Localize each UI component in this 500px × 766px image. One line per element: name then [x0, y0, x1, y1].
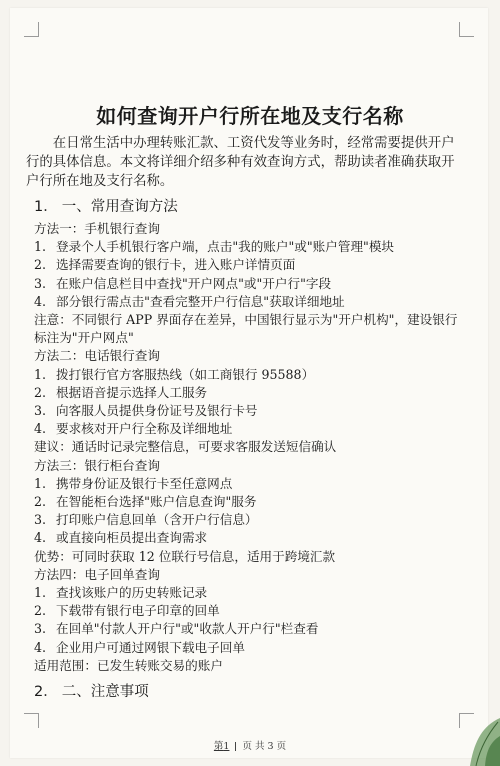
- list-item: 4. 要求核对开户行全称及详细地址: [34, 421, 233, 437]
- method-heading: 方法一：手机银行查询: [34, 221, 160, 236]
- method-note: 注意：不同银行 APP 界面存在差异，中国银行显示为"开户机构"，建设银行标注为"开户网点": [34, 312, 458, 346]
- intro-paragraph: 在日常生活中办理转账汇款、工资代发等业务时，经常需要提供开户行的具体信息。本文将详细介绍多种有效查询方式，帮助读者准确获取开户行所在地及支行名称。: [26, 136, 455, 189]
- page-title: 如何查询开户行所在地及支行名称: [96, 104, 404, 128]
- crop-mark-bottom-left: [24, 713, 39, 728]
- list-item: 2. 根据语音提示选择人工服务: [34, 384, 208, 400]
- list-item: 4. 或直接向柜员提出查询需求: [34, 530, 208, 546]
- method-note: 建议：通话时记录完整信息，可要求客服发送短信确认: [34, 439, 337, 455]
- section-heading-notes: [34, 681, 460, 705]
- method-heading: 方法四：电子回单查询: [34, 566, 160, 582]
- page-prefix: 第: [213, 741, 224, 752]
- list-item: 3. 在账户信息栏目中查找"开户网点"或"开户行"字段: [34, 275, 332, 291]
- crop-mark-top-left: [24, 22, 39, 37]
- method-heading: 方法二：电话银行查询: [34, 348, 160, 364]
- leaf-decoration-icon: [430, 696, 500, 766]
- list-item: 4. 企业用户可通过网银下载电子回单: [34, 639, 245, 655]
- list-item: 3. 在回单"付款人开户行"或"收款人开户行"栏查看: [34, 621, 319, 637]
- section-heading-methods: [34, 196, 460, 220]
- section-title: 二、注意事项: [61, 684, 149, 701]
- list-item: 2. 在智能柜台选择"账户信息查询"服务: [34, 494, 257, 510]
- page-footer: [0, 738, 500, 752]
- section-title: 一、常用查询方法: [61, 199, 178, 215]
- list-item: 1. 登录个人手机银行客户端，点击"我的账户"或"账户管理"模块: [34, 239, 395, 255]
- crop-mark-top-right: [459, 22, 474, 37]
- list-item: 2. 选择需要查询的银行卡，进入账户详情页面: [34, 257, 296, 273]
- list-item: 1. 拨打银行官方客服热线（如工商银行 95588）: [34, 366, 315, 382]
- method-note: 适用范围：已发生转账交易的账户: [34, 657, 223, 673]
- section-number: 2．: [34, 684, 58, 701]
- total-pages: 3: [267, 741, 274, 752]
- method-note: 优势：可同时获取 12 位联行号信息，适用于跨境汇款: [34, 548, 336, 564]
- section-number: 1．: [34, 199, 58, 215]
- list-item: 2. 下载带有银行电子印章的回单: [34, 603, 220, 619]
- total-label: 页 共: [242, 741, 265, 752]
- list-item: 1. 携带身份证及银行卡至任意网点: [34, 475, 233, 491]
- footer-divider: [235, 742, 236, 751]
- method-heading: 方法三：银行柜台查询: [34, 457, 160, 473]
- total-suffix: 页: [276, 741, 287, 752]
- list-item: 1. 查找该账户的历史转账记录: [34, 585, 208, 601]
- list-item: 3. 向客服人员提供身份证号及银行卡号: [34, 403, 258, 419]
- list-item: 4. 部分银行需点击"查看完整开户行信息"获取详细地址: [34, 293, 345, 309]
- list-item: 3. 打印账户信息回单（含开户行信息）: [34, 512, 258, 528]
- page-number: 1: [223, 741, 230, 752]
- document-body: [26, 196, 460, 705]
